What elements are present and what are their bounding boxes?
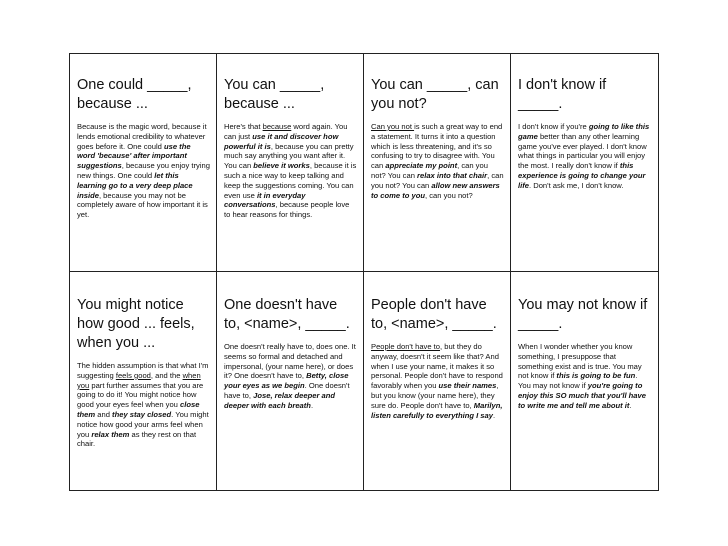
text-run: this is going to be fun bbox=[556, 371, 636, 381]
text-run: when you bbox=[77, 370, 201, 390]
card-grid bbox=[69, 53, 659, 491]
card-body bbox=[224, 122, 357, 220]
text-run: . Don't ask me, I don't know. bbox=[528, 180, 624, 190]
text-run: I don't know if you're bbox=[518, 122, 589, 131]
text-run: One doesn't really have to, does one. It seems so formal and detached and impersonal, (your name here), or does it? One doesn't have to, bbox=[224, 342, 356, 381]
card-body bbox=[371, 122, 504, 200]
text-run: , because you can pretty much say anything you want after it. You can bbox=[224, 141, 354, 171]
text-run: is such a great way to end a statement. It turns it into a question which is less threatening, and it's so confusing to try to disagree with. You can bbox=[371, 122, 503, 171]
text-run: they stay closed bbox=[112, 409, 172, 419]
text-run: use it and discover how powerful it is bbox=[224, 131, 339, 151]
text-run: close them bbox=[77, 400, 200, 419]
text-run: , but they do anyway, doesn't it seem like that? And when I use your name, it makes it so personal. People don't have to respond favorably when you bbox=[371, 342, 503, 391]
text-run: , can you not? You can bbox=[371, 161, 488, 180]
text-run: People don't have to bbox=[371, 342, 441, 351]
text-run: , and the bbox=[150, 370, 183, 380]
card-body bbox=[371, 342, 504, 420]
text-run: this experience is going to change your life bbox=[518, 161, 646, 190]
card-body bbox=[77, 361, 210, 449]
card-8 bbox=[511, 272, 658, 490]
card-body bbox=[518, 122, 652, 191]
text-run: because bbox=[262, 122, 292, 131]
text-run: Betty, close your eyes as we begin bbox=[224, 371, 349, 391]
text-run: word again. You can just bbox=[224, 122, 348, 141]
card-title: One could _____, because ... bbox=[77, 77, 192, 112]
text-run: When I wonder whether you know something, I presuppose that something exist and is true. You may not know if bbox=[518, 342, 642, 381]
text-run: you're going to enjoy this SO much that you'll have to write me and tell me about it bbox=[518, 381, 646, 410]
text-run: Marilyn, listen carefully to everything I say bbox=[371, 400, 503, 420]
text-run: relax them bbox=[91, 429, 130, 439]
text-run: Can you not bbox=[371, 122, 415, 131]
text-run: , because it is such a nice way to keep talking and keep the suggestions coming. You can even use bbox=[224, 161, 357, 200]
card-title: You may not know if _____. bbox=[518, 297, 648, 332]
text-run: The hidden assumption is that what I'm suggesting bbox=[77, 361, 209, 380]
card-4 bbox=[511, 54, 658, 272]
card-title: People don't have to, <name>, _____. bbox=[371, 297, 497, 332]
text-run: , can you not? You can bbox=[371, 170, 504, 190]
text-run: . bbox=[310, 400, 314, 410]
text-run: going to like this game bbox=[518, 122, 650, 141]
text-run: allow new answers to come to you bbox=[371, 180, 500, 200]
card-6 bbox=[217, 272, 364, 490]
text-run: appreciate my point bbox=[385, 161, 458, 171]
card-body bbox=[77, 122, 210, 220]
card-body bbox=[518, 342, 652, 411]
card-body bbox=[224, 342, 357, 411]
text-run: it in everyday conversations bbox=[224, 190, 306, 210]
card-7 bbox=[364, 272, 511, 490]
text-run: . You may not know if bbox=[518, 371, 638, 391]
text-run: part further assumes that you are going to do it! You might notice how good your eyes feel when you bbox=[77, 380, 204, 410]
text-run: . One doesn't have to, bbox=[224, 381, 350, 400]
text-run: as they rest on that chair. bbox=[77, 429, 197, 449]
text-run: . bbox=[492, 410, 496, 420]
card-title: You can _____, can you not? bbox=[371, 77, 499, 112]
text-run: Because is the magic word, because it lends emotional credibility to whatever goes before it. One could bbox=[77, 122, 207, 151]
card-3 bbox=[364, 54, 511, 272]
card-5 bbox=[70, 272, 217, 490]
text-run: let this learning go to a very deep place inside bbox=[77, 170, 193, 200]
text-run: , because you enjoy trying new things. One could bbox=[77, 161, 210, 180]
text-run: feels good bbox=[115, 370, 151, 380]
text-run: , but you know (your name here), they sure do. People don't have to, bbox=[371, 381, 499, 410]
card-2 bbox=[217, 54, 364, 272]
card-title: You can _____, because ... bbox=[224, 77, 325, 112]
text-run: believe it works bbox=[253, 161, 310, 171]
text-run: . You might notice how good your arms feel when you bbox=[77, 409, 209, 439]
text-run: and bbox=[95, 409, 113, 419]
text-run: use the word 'because' after important suggestions bbox=[77, 141, 191, 171]
text-run: Jose, relax deeper and deeper with each breath bbox=[224, 390, 336, 410]
card-title: I don't know if _____. bbox=[518, 77, 607, 112]
text-run: , because people love to hear reasons for things. bbox=[224, 200, 350, 220]
card-title: One doesn't have to, <name>, _____. bbox=[224, 297, 350, 332]
text-run: use their names bbox=[438, 381, 497, 391]
text-run: , because you may not be completely aware of how important it is yet. bbox=[77, 190, 208, 220]
card-title: You might notice how good ... feels, when you ... bbox=[77, 297, 195, 351]
text-run: , can you not? bbox=[425, 190, 473, 200]
text-run: . bbox=[629, 400, 632, 410]
text-run: Here's that bbox=[224, 122, 263, 131]
text-run: better than any other learning game you've ever played. I don't know what things in particular you will enjoy the most. I really don't know if bbox=[518, 131, 647, 171]
text-run: relax into that chair bbox=[417, 170, 488, 180]
card-1 bbox=[70, 54, 217, 272]
